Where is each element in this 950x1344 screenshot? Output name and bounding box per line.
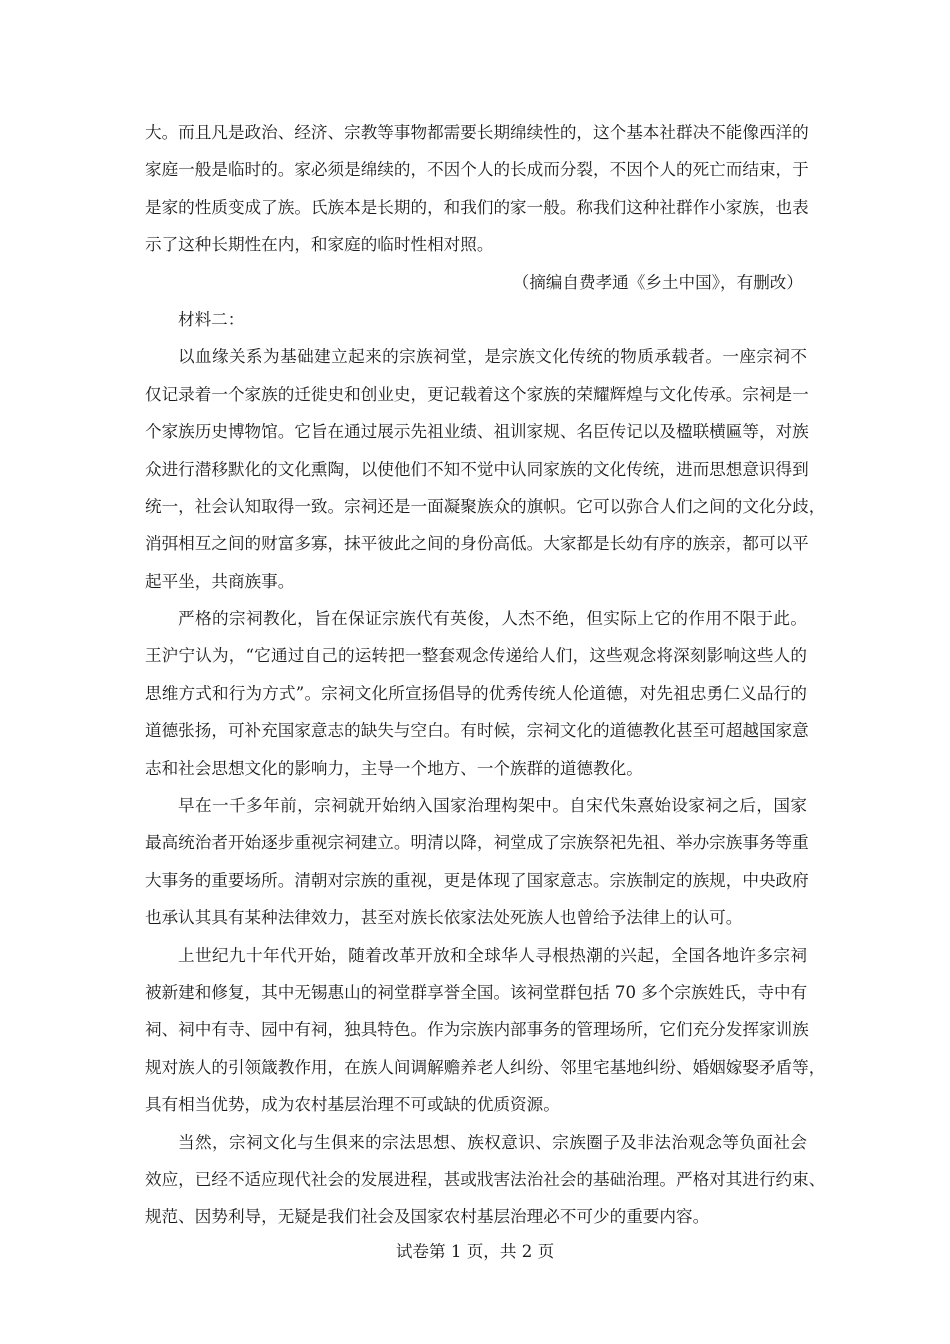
text-line: 思维方式和行为方式”。宗祠文化所宣扬倡导的优秀传统人伦道德，对先祖忠勇仁义品行的: [145, 683, 807, 703]
text-line: 早在一千多年前，宗祠就开始纳入国家治理构架中。自宋代朱熹始设家祠之后，国家: [178, 796, 807, 816]
text-line: 也承认其具有某种法律效力，甚至对族长依家法处死族人也曾给予法律上的认可。: [145, 908, 743, 928]
text-line: 被新建和修复，其中无锡惠山的祠堂群享誉全国。该祠堂群包括 70 多个宗族姓氏，寺中有: [145, 982, 808, 1002]
material-two-paragraph-2: [145, 600, 807, 787]
text-line: 示了这种长期性在内，和家庭的临时性相对照。: [145, 235, 494, 255]
text-line: 最高统治者开始逐步重视宗祠建立。明清以降，祠堂成了宗族祭祀先祖、举办宗族事务等重: [145, 833, 809, 853]
material-two-paragraph-5: [145, 1124, 826, 1236]
material-two-paragraph-3: [145, 787, 807, 937]
text-line: 志和社会思想文化的影响力，主导一个地方、一个族群的道德教化。: [145, 758, 643, 778]
text-line: 起平坐，共商族事。: [145, 571, 295, 591]
text-line: 规对族人的引领箴教作用，在族人间调解赡养老人纠纷、邻里宅基地纠纷、婚姻嫁娶矛盾等，: [145, 1057, 826, 1077]
text-line: 祠、祠中有寺、园中有祠，独具特色。作为宗族内部事务的管理场所，它们充分发挥家训族: [145, 1020, 809, 1040]
text-line: 是家的性质变成了族。氏族本是长期的，和我们的家一般。称我们这种社群作小家族，也表: [145, 197, 809, 217]
text-line: 规范、因势利导，无疑是我们社会及国家农村基层治理必不可少的重要内容。: [145, 1207, 710, 1227]
text-line: 以血缘关系为基础建立起来的宗族祠堂，是宗族文化传统的物质承载者。一座宗祠不: [178, 347, 807, 367]
text-line: 统一，社会认知取得一致。宗祠还是一面凝聚族众的旗帜。它可以弥合人们之间的文化分歧，: [145, 496, 826, 516]
material-two-label: 材料二：: [178, 309, 245, 329]
source-citation: （摘编自费孝通《乡土中国》，有删改）: [512, 272, 803, 292]
text-line: 大。而且凡是政治、经济、宗教等事物都需要长期绵续性的，这个基本社群决不能像西洋的: [145, 123, 809, 142]
text-line: 效应，已经不适应现代社会的发展进程，甚或戕害法治社会的基础治理。严格对其进行约束、: [145, 1169, 826, 1189]
text-line: 个家族历史博物馆。它旨在通过展示先祖业绩、祖训家规、名臣传记以及楹联横匾等，对族: [145, 422, 809, 442]
material-one-paragraph-tail: [145, 114, 807, 264]
text-line: 当然，宗祠文化与生俱来的宗法思想、族权意识、宗族圈子及非法治观念等负面社会: [178, 1132, 807, 1152]
text-line: 众进行潜移默化的文化熏陶，以使他们不知不觉中认同家族的文化传统，进而思想意识得到: [145, 459, 809, 479]
text-line: 具有相当优势，成为农村基层治理不可或缺的优质资源。: [145, 1095, 560, 1115]
text-line: 王沪宁认为，“它通过自己的运转把一整套观念传递给人们，这些观念将深刻影响这些人的: [145, 646, 807, 666]
exam-page-body: [145, 114, 826, 1236]
text-line: 大事务的重要场所。清朝对宗族的重视，更是体现了国家意志。宗族制定的族规，中央政府: [145, 870, 809, 890]
text-line: 严格的宗祠教化，旨在保证宗族代有英俊，人杰不绝，但实际上它的作用不限于此。: [178, 609, 807, 629]
text-line: 上世纪九十年代开始，随着改革开放和全球华人寻根热潮的兴起，全国各地许多宗祠: [178, 945, 807, 965]
material-two-paragraph-4: [145, 937, 826, 1124]
text-line: 道德张扬，可补充国家意志的缺失与空白。有时候，宗祠文化的道德教化甚至可超越国家意: [145, 721, 809, 741]
text-line: 家庭一般是临时的。家必须是绵续的，不因个人的长成而分裂，不因个人的死亡而结束，于: [145, 160, 809, 180]
page-footer: 试卷第 1 页，共 2 页: [395, 1242, 555, 1261]
text-line: 仅记录着一个家族的迁徙史和创业史，更记载着这个家族的荣耀辉煌与文化传承。宗祠是一: [145, 384, 809, 404]
material-two-paragraph-1: [145, 338, 826, 600]
text-line: 消弭相互之间的财富多寡，抹平彼此之间的身份高低。大家都是长幼有序的族亲，都可以平: [145, 534, 809, 554]
